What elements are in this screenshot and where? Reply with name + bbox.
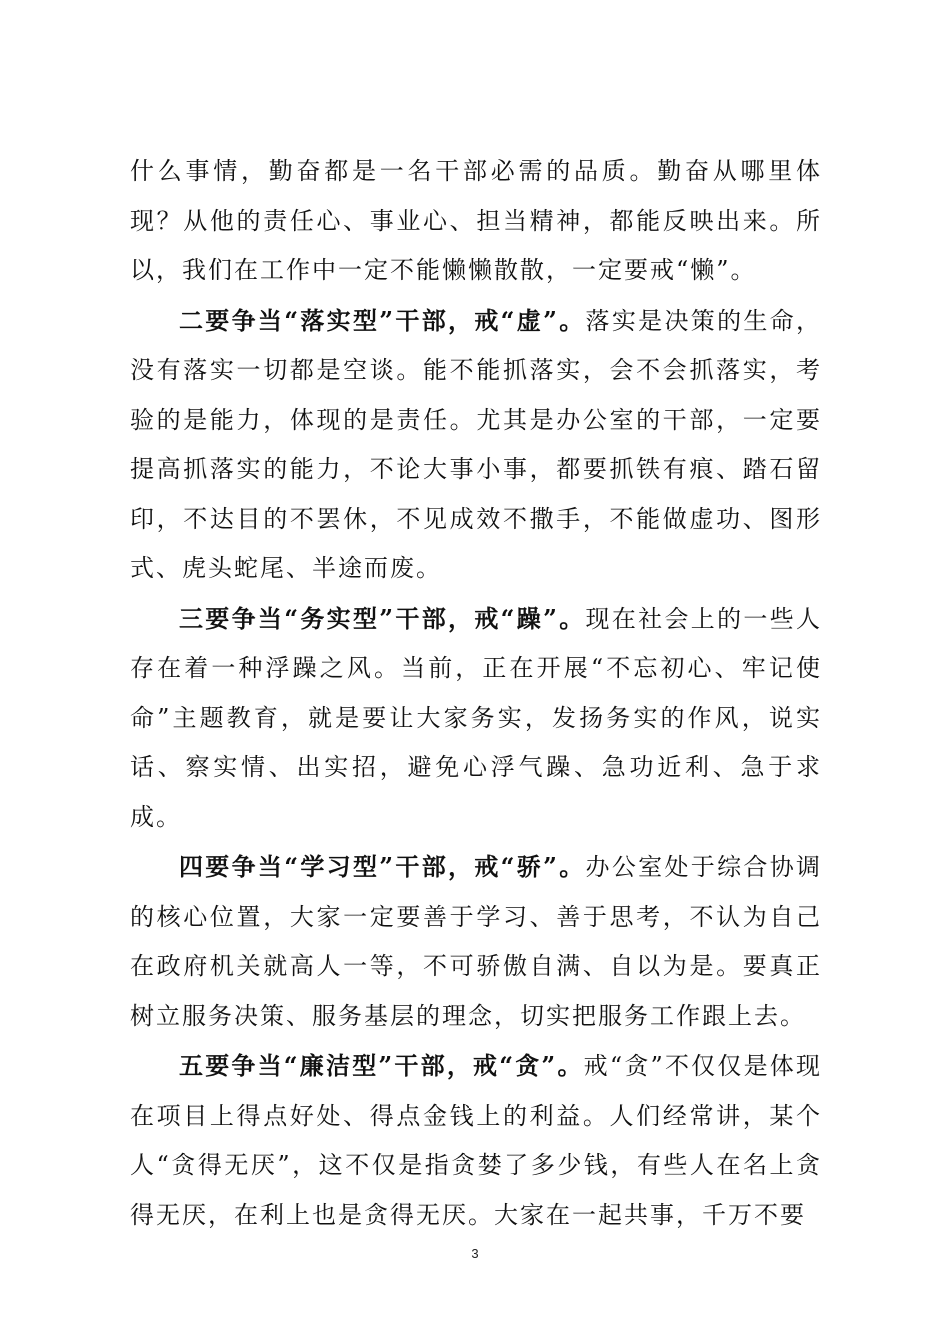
document-body [130, 147, 822, 1240]
page-number: 3 [471, 1246, 479, 1261]
paragraph-text: 办公室处于综合协调的核心位置，大家一定要善于学习、善于思考，不认为自己在政府机关就高人一等，不可骄傲自满、自以为是。要真正树立服务决策、服务基层的理念，切实把服务工作跟上去。 [130, 853, 823, 1030]
paragraph-text: 现在社会上的一些人存在着一种浮躁之风。当前，正在开展“不忘初心、牢记使命”主题教育，就是要让大家务实，发扬务实的作风，说实话、察实情、出实招，避免心浮气躁、急功近利、急于求成。 [130, 604, 823, 831]
paragraph-continuation [130, 147, 822, 296]
paragraph-point-3 [130, 594, 822, 843]
paragraph-point-2 [130, 296, 822, 594]
paragraph-heading: 四要争当“学习型”干部，戒“骄”。 [179, 852, 586, 881]
paragraph-text: 戒“贪”不仅仅是体现在项目上得点好处、得点金钱上的利益。人们经常讲，某个人“贪得无厌”，这不仅是指贪婪了多少钱，有些人在名上贪得无厌，在利上也是贪得无厌。大家在一起共事，千万不要 [130, 1052, 822, 1229]
paragraph-heading: 五要争当“廉洁型”干部，戒“贪”。 [179, 1051, 584, 1080]
paragraph-text: 落实是决策的生命，没有落实一切都是空谈。能不能抓落实，会不会抓落实，考验的是能力，体现的是责任。尤其是办公室的干部，一定要提高抓落实的能力，不论大事小事，都要抓铁有痕、踏石留印，不达目的不罢休，不见成效不撒手，不能做虚功、图形式、虎头蛇尾、半途而废。 [130, 306, 823, 582]
paragraph-heading: 二要争当“落实型”干部，戒“虚”。 [179, 305, 586, 335]
paragraph-text: 什么事情，勤奋都是一名干部必需的品质。勤奋从哪里体现？从他的责任心、事业心、担当精神，都能反映出来。所以，我们在工作中一定不能懒懒散散，一定要戒“懒”。 [130, 157, 822, 284]
paragraph-point-4 [130, 842, 822, 1041]
paragraph-point-5 [130, 1041, 822, 1240]
paragraph-heading: 三要争当“务实型”干部，戒“躁”。 [179, 603, 586, 633]
